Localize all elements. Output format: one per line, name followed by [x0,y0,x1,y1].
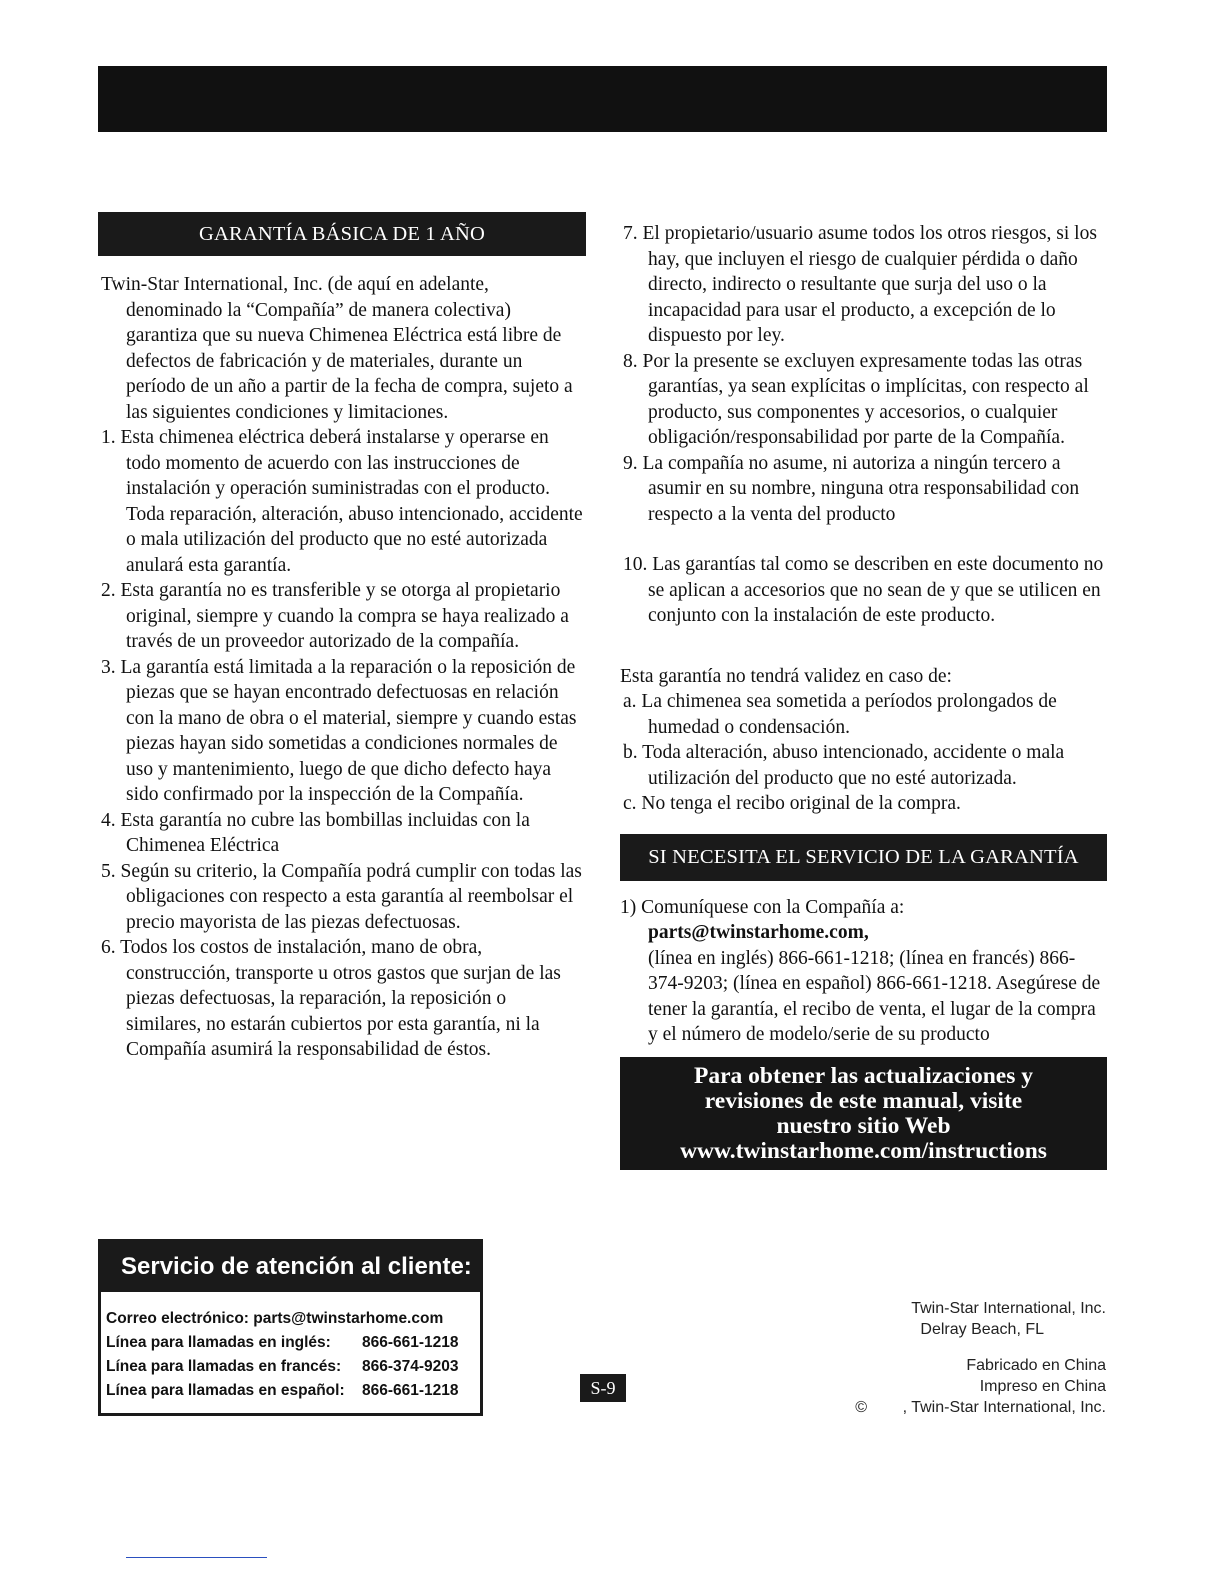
warranty-item-10: 10. Las garantías tal como se describen en este documento no se aplican a accesorios que no sean de y que se utilicen en conjunto con la instalación de este producto. [623,554,1104,626]
right-column [620,212,1107,1170]
page-number: S-9 [580,1374,626,1402]
warranty-item-9: 9. La compañía no asume, ni autoriza a ningún tercero a asumir en su nombre, ninguna otra responsabilidad con respecto a la venta del producto [623,452,1080,525]
service-email: parts@twinstarhome.com, [648,922,869,943]
warranty-item-6: 6. Todos los costos de instalación, mano de obra, construcción, transporte u otros gastos que surjan de las piezas defectuosas, la reparación, la reposición o similares, no estarán cubiertos por esta garantía, ni la Compañía asumirá la responsabilidad de éstos. [101,937,561,1060]
promo-website-link[interactable]: www.twinstarhome.com/instructions [680,1137,1047,1164]
warranty-header: GARANTÍA BÁSICA DE 1 AÑO [98,212,586,256]
warranty-text-continued [620,221,1107,817]
service-details: (línea en inglés) 866-661-1218; (línea en francés) 866-374-9203; (línea en español) 866-661-1218. Asegúrese de tener la garantía, el recibo de venta, el lugar de la compra y el número de modelo/serie de su producto [648,947,1101,1045]
contact-english-label: Línea para llamadas en inglés: [106,1334,331,1351]
promo-line-1: Para obtener las actualizaciones y [694,1062,1033,1089]
warranty-item-5: 5. Según su criterio, la Compañía podrá cumplir con todas las obligaciones con respecto a esta garantía al reembolsar el precio mayorista de las piezas defectuosas. [101,860,582,933]
customer-service-box [98,1239,483,1416]
service-step: 1) Comuníquese con la Compañía a: [620,896,905,918]
footer-origin-info [855,1355,1106,1418]
footer-city: Delray Beach, FL [920,1321,1044,1338]
left-column [98,212,586,1063]
manual-updates-banner [620,1057,1107,1170]
top-header-bar [98,66,1107,132]
service-instructions [620,895,1107,1048]
warranty-item-7: 7. El propietario/usuario asume todos los otros riesgos, si los hay, que incluyen el riesgo de cualquier pérdida o daño directo, indirecto o resultante que surja del uso o la incapacidad para usar el producto, a excepción de lo dispuesto por ley. [623,223,1097,346]
footer-made-in: Fabricado en China [966,1357,1106,1374]
service-warranty-header: SI NECESITA EL SERVICIO DE LA GARANTÍA [620,834,1107,881]
promo-line-2: revisiones de este manual, visite [704,1087,1023,1114]
contact-english-row [106,1331,480,1355]
customer-service-contacts [101,1292,480,1403]
contact-spanish-phone: 866-661-1218 [362,1382,459,1399]
warranty-item-2: 2. Esta garantía no es transferible y se otorga al propietario original, siempre y cuando la compra se haya realizado a través de un proveedor autorizado de la compañía. [101,580,569,652]
void-conditions-title: Esta garantía no tendrá validez en caso de: [620,665,952,687]
footer-printed-in: Impreso en China [979,1378,1106,1395]
contact-spanish-row [106,1379,480,1403]
warranty-text [98,272,586,1063]
footer-copyright: © , Twin-Star International, Inc. [855,1399,1106,1416]
warranty-item-1: 1. Esta chimenea eléctrica deberá instalarse y operarse en todo momento de acuerdo con las instrucciones de instalación y operación suministradas con el producto. Toda reparación, alteración, abuso intencionado, accidente o mala utilización del producto que no esté autorizada anulará esta garantía. [101,427,583,576]
void-item-a: a. La chimenea sea sometida a períodos prolongados de humedad o condensación. [623,691,1057,738]
bottom-link-underline [126,1557,267,1558]
contact-spanish-label: Línea para llamadas en español: [106,1382,345,1399]
customer-service-title: Servicio de atención al cliente: [101,1242,480,1292]
footer-company-info [911,1298,1106,1340]
contact-email[interactable]: Correo electrónico: parts@twinstarhome.com [106,1310,444,1327]
contact-email-row [106,1307,480,1331]
warranty-item-8: 8. Por la presente se excluyen expresamente todas las otras garantías, ya sean explícitas o implícitas, con respecto al producto, sus componentes y accesorios, o cualquier obligación/responsabilidad por parte de la Compañía. [623,350,1089,448]
footer-company: Twin-Star International, Inc. [911,1300,1106,1317]
contact-french-row [106,1355,480,1379]
warranty-item-4: 4. Esta garantía no cubre las bombillas incluidas con la Chimenea Eléctrica [101,809,530,856]
void-item-b: b. Toda alteración, abuso intencionado, accidente o mala utilización del producto que no esté autorizada. [623,742,1065,789]
contact-french-phone: 866-374-9203 [362,1358,459,1375]
promo-line-3: nuestro sitio Web [776,1112,951,1139]
void-item-c: c. No tenga el recibo original de la compra. [623,793,961,814]
warranty-item-3: 3. La garantía está limitada a la reparación o la reposición de piezas que se hayan encontrado defectuosas en relación con la mano de obra o el material, siempre y cuando estas piezas hayan sido sometidas a condiciones normales de uso y mantenimiento, luego de que dicho defecto haya sido confirmado por la inspección de la Compañía. [101,656,577,805]
contact-french-label: Línea para llamadas en francés: [106,1358,342,1375]
contact-english-phone: 866-661-1218 [362,1334,459,1351]
warranty-intro: Twin-Star International, Inc. (de aquí en adelante, denominado la “Compañía” de manera colectiva) garantiza que su nueva Chimenea Eléctrica está libre de defectos de fabricación y de materiales, durante un período de un año a partir de la fecha de compra, sujeto a las siguientes condiciones y limitaciones. [101,274,573,423]
